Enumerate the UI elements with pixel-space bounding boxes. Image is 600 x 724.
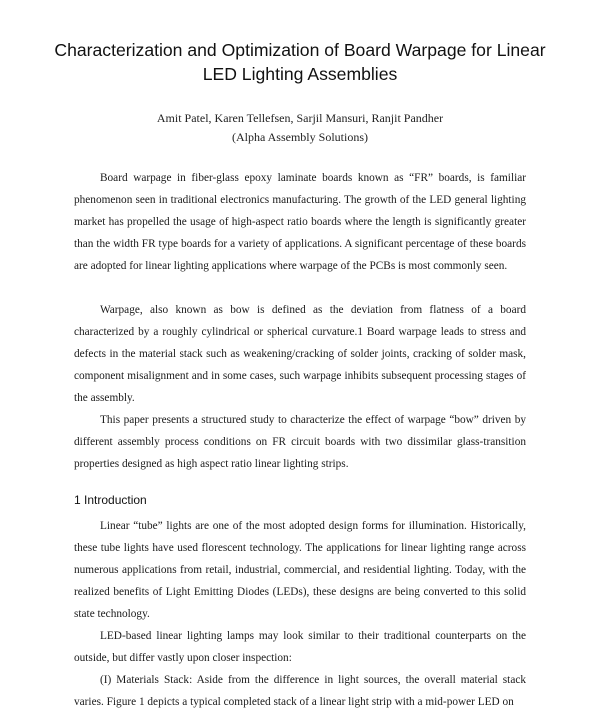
author-names: Amit Patel, Karen Tellefsen, Sarjil Mansuri, Ranjit Pandher <box>156 111 444 125</box>
abstract-paragraph-2-text: Warpage, also known as bow is defined as the deviation from flatness of a board characterized by a roughly cylindrical or spherical curvature.1 Board warpage leads to stress and defects in the material stack such as weakening/cracking of solder joints, cracking of solder mask, component misalignment and in some cases, such warpage inhibits subsequent processing stages of the assembly. <box>74 304 526 404</box>
author-affiliation: (Alpha Assembly Solutions) <box>231 130 368 144</box>
intro-paragraph-3-text: (I) Materials Stack: Aside from the difference in light sources, the overall material stack varies. Figure 1 depicts a typical completed stack of a linear light strip with a mid-power LED on <box>74 674 526 708</box>
abstract-paragraph-1-text: Board warpage in fiber-glass epoxy laminate boards known as “FR” boards, is familiar phenomenon seen in traditional electronics manufacturing. The growth of the LED general lighting market has propelled the usage of high-aspect ratio boards where the length is significantly greater than the width FR type boards for a variety of applications. A significant percentage of these boards are adopted for linear lighting applications where warpage of the PCBs is most commonly seen. <box>74 172 526 272</box>
intro-paragraph-1-text: Linear “tube” lights are one of the most adopted design forms for illumination. Historically, these tube lights have used florescent technology. The applications for linear lighting range across numerous applications from retail, industrial, commercial, and residential lighting. Today, with the realized benefits of Light Emitting Diodes (LEDs), these designs are being converted to this solid state technology. <box>74 520 526 620</box>
intro-paragraph-2-text: LED-based linear lighting lamps may look similar to their traditional counterparts on the outside, but differ vastly upon closer inspection: <box>74 630 526 664</box>
paper-title: Characterization and Optimization of Board Warpage for Linear LED Lighting Assemblies <box>54 40 546 84</box>
abstract-paragraph-3 <box>74 409 526 475</box>
abstract-paragraph-3-text: This paper presents a structured study to characterize the effect of warpage “bow” driven by different assembly process conditions on FR circuit boards with two dissimilar glass-transition properties designed as high aspect ratio linear lighting strips. <box>74 414 526 470</box>
author-block <box>40 109 560 147</box>
section-heading-introduction: 1 Introduction <box>74 493 147 507</box>
abstract-paragraph-2 <box>74 299 526 409</box>
intro-paragraph-3 <box>74 669 526 713</box>
abstract-paragraph-1 <box>74 167 526 277</box>
intro-paragraph-2 <box>74 625 526 669</box>
intro-paragraph-1 <box>74 515 526 625</box>
